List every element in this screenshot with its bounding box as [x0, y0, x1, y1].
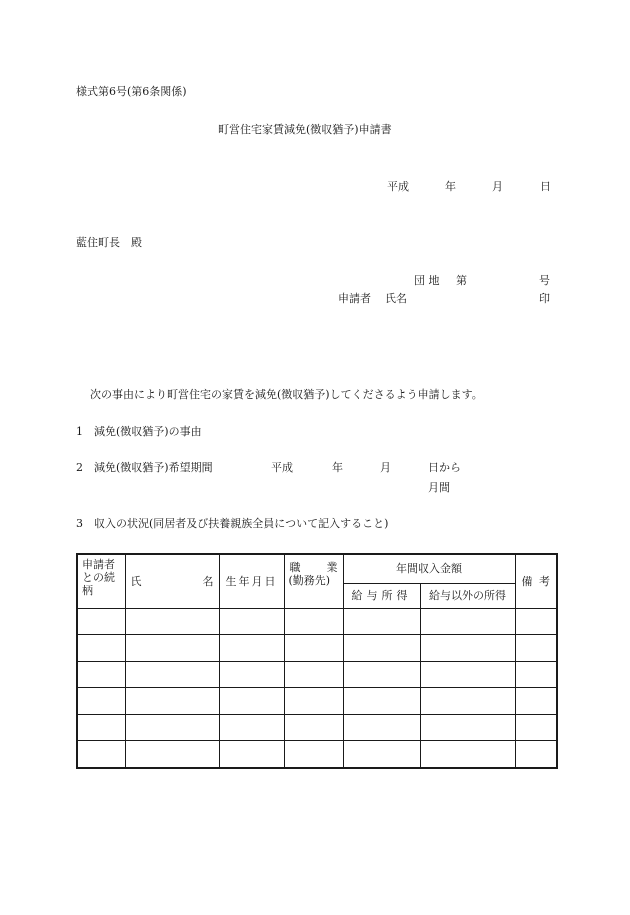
table-cell[interactable]: [77, 635, 125, 662]
date-day-label: 日: [540, 180, 551, 193]
table-cell[interactable]: [125, 688, 219, 715]
header-occupation-b: 業: [326, 561, 338, 574]
table-cell[interactable]: [420, 608, 515, 635]
table-cell[interactable]: [125, 608, 219, 635]
table-cell[interactable]: [515, 741, 557, 768]
table-cell[interactable]: [284, 608, 343, 635]
table-cell[interactable]: [77, 608, 125, 635]
table-cell[interactable]: [420, 741, 515, 768]
seal-mark: 印: [539, 292, 550, 305]
housing-estate-label: 団 地: [414, 274, 440, 287]
header-workplace: (勤務先): [288, 574, 331, 587]
period-month-label: 月: [380, 461, 391, 474]
table-cell[interactable]: [343, 661, 420, 688]
housing-number-label: 第: [456, 274, 467, 287]
table-cell[interactable]: [343, 608, 420, 635]
date-era: 平成: [387, 180, 409, 193]
document-title: 町営住宅家賃減免(徴収猶予)申請書: [218, 123, 392, 136]
header-relationship-line3: 柄: [82, 584, 93, 597]
table-cell[interactable]: [284, 714, 343, 741]
addressee: 藍住町長 殿: [76, 236, 142, 249]
table-cell[interactable]: [284, 635, 343, 662]
table-cell[interactable]: [420, 661, 515, 688]
table-cell[interactable]: [284, 661, 343, 688]
table-cell[interactable]: [219, 661, 284, 688]
table-cell[interactable]: [420, 635, 515, 662]
table-cell[interactable]: [343, 688, 420, 715]
table-cell[interactable]: [343, 714, 420, 741]
period-item: 2 減免(徴収猶予)希望期間: [76, 461, 213, 474]
date-year-label: 年: [445, 180, 456, 193]
header-relationship-line2: との続: [82, 571, 115, 584]
table-row: [77, 741, 557, 768]
header-remarks-a: 備: [521, 574, 533, 588]
housing-number-suffix: 号: [539, 274, 550, 287]
header-name: [125, 554, 219, 608]
header-remarks: [515, 554, 557, 608]
form-number: 様式第6号(第6条関係): [76, 85, 187, 98]
table-cell[interactable]: [343, 635, 420, 662]
table-cell[interactable]: [420, 714, 515, 741]
table-row: [77, 714, 557, 741]
header-name-b: 名: [202, 574, 214, 588]
table-cell[interactable]: [77, 741, 125, 768]
table-cell[interactable]: [515, 661, 557, 688]
header-annual-income: 年間収入金額: [343, 554, 515, 583]
period-from-label: 日から: [428, 461, 461, 474]
header-remarks-b: 考: [539, 574, 550, 588]
header-salary-income: 給与所得: [343, 583, 420, 608]
table-cell[interactable]: [515, 635, 557, 662]
table-cell[interactable]: [515, 688, 557, 715]
table-cell[interactable]: [515, 608, 557, 635]
table-cell[interactable]: [219, 714, 284, 741]
table-cell[interactable]: [343, 741, 420, 768]
header-occupation: [284, 554, 343, 608]
table-cell[interactable]: [515, 714, 557, 741]
applicant-name-label: 氏名: [385, 292, 407, 305]
income-table: [76, 553, 558, 769]
request-statement: 次の事由により町営住宅の家賃を減免(徴収猶予)してくださるよう申請します。: [90, 388, 483, 401]
table-cell[interactable]: [125, 635, 219, 662]
table-row: [77, 688, 557, 715]
period-era: 平成: [271, 461, 293, 474]
table-cell[interactable]: [219, 608, 284, 635]
table-cell[interactable]: [219, 635, 284, 662]
table-cell[interactable]: [77, 714, 125, 741]
period-year-label: 年: [332, 461, 343, 474]
applicant-label: 申請者: [338, 292, 371, 305]
income-item: 3 収入の状況(同居者及び扶養親族全員について記入すること): [76, 517, 389, 530]
table-cell[interactable]: [284, 741, 343, 768]
table-row: [77, 661, 557, 688]
reason-item: 1 減免(徴収猶予)の事由: [76, 425, 202, 438]
header-name-a: 氏: [130, 574, 142, 588]
header-relationship: [77, 554, 125, 608]
table-cell[interactable]: [219, 688, 284, 715]
table-cell[interactable]: [125, 714, 219, 741]
table-cell[interactable]: [77, 661, 125, 688]
header-occupation-a: 職: [289, 561, 301, 574]
table-cell[interactable]: [219, 741, 284, 768]
period-months-label: 月間: [428, 481, 450, 494]
table-cell[interactable]: [284, 688, 343, 715]
table-header-row: [77, 554, 557, 583]
table-cell[interactable]: [420, 688, 515, 715]
table-row: [77, 608, 557, 635]
table-cell[interactable]: [125, 741, 219, 768]
table-row: [77, 635, 557, 662]
header-birthdate: 生年月日: [219, 554, 284, 608]
table-cell[interactable]: [77, 688, 125, 715]
header-other-income: 給与以外の所得: [420, 583, 515, 608]
table-cell[interactable]: [125, 661, 219, 688]
header-relationship-line1: 申請者: [82, 558, 115, 571]
date-month-label: 月: [492, 180, 503, 193]
